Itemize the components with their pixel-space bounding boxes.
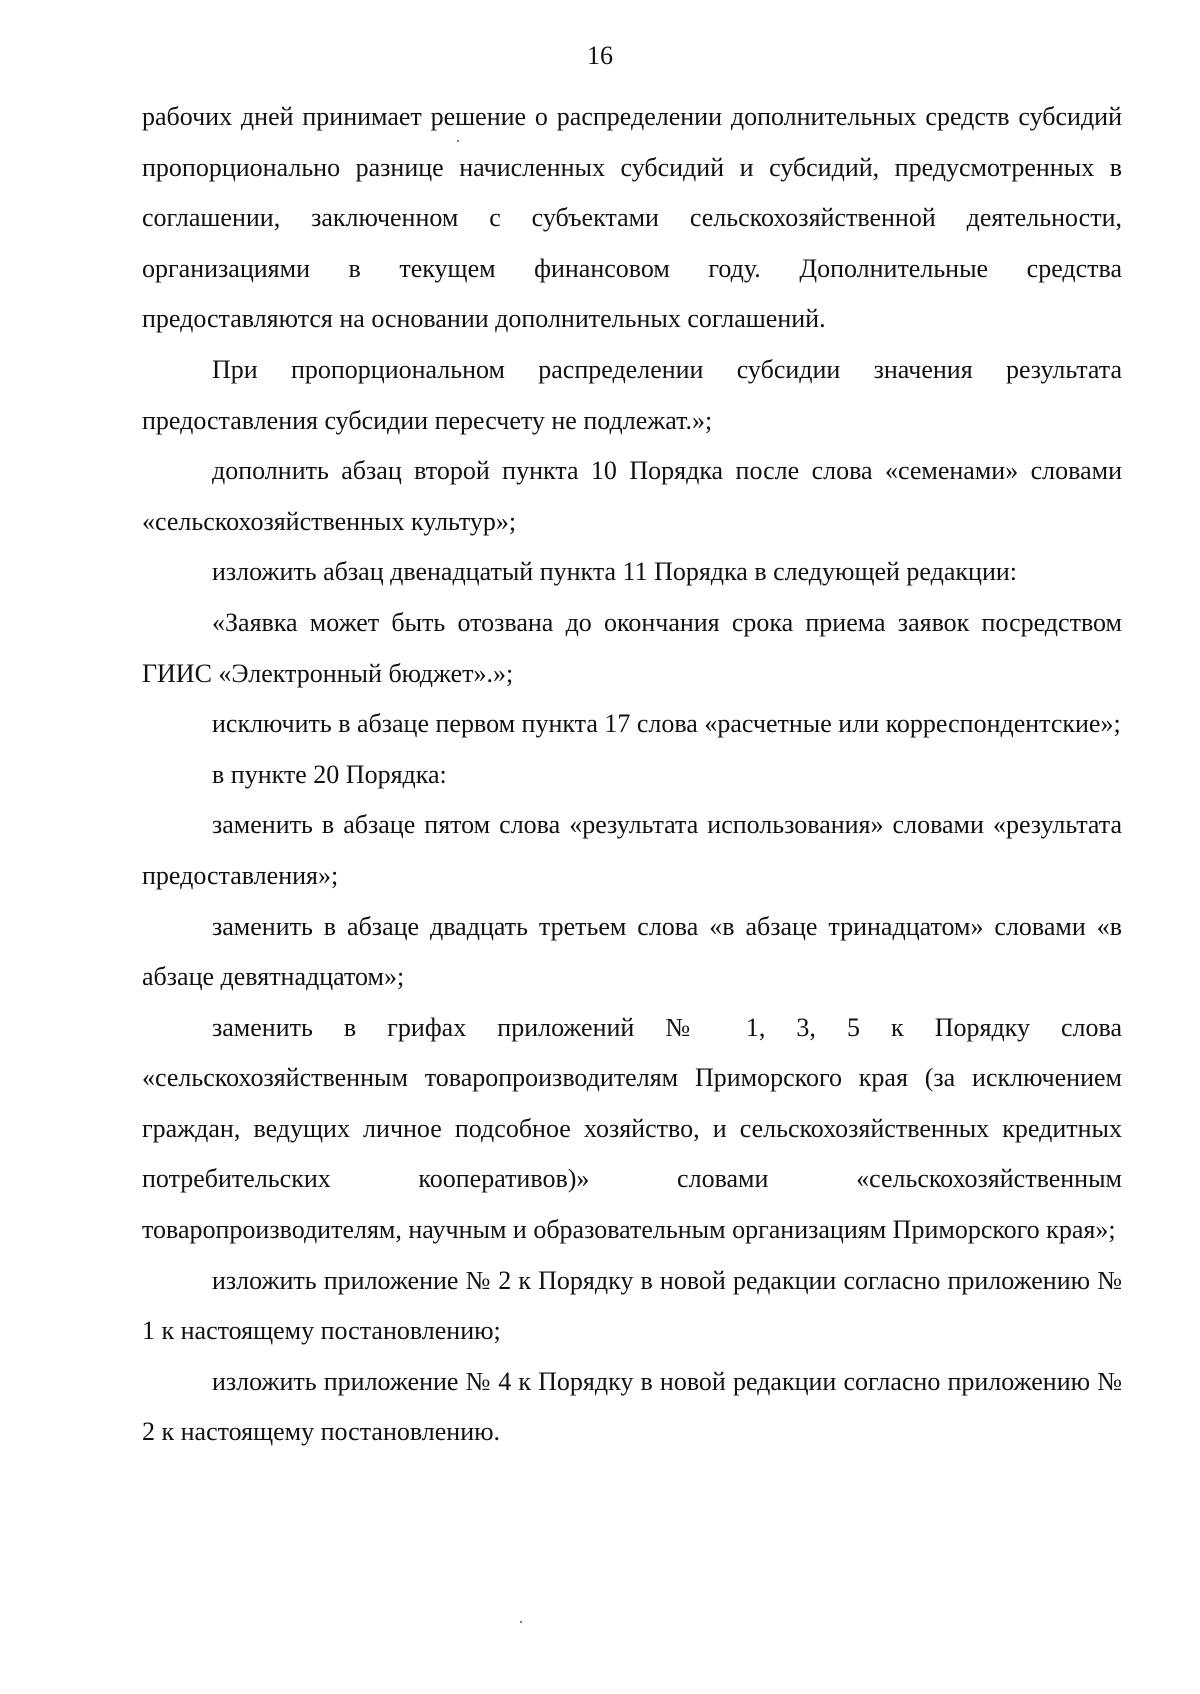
paragraph-3: дополнить абзац второй пункта 10 Порядка после слова «семенами» словами «сельскохозяйственных культур»; [142,456,1122,536]
page-number: 16 [587,41,613,70]
paragraph-10: заменить в грифах приложений № 1, 3, 5 к Порядку слова «сельскохозяйственным товаропроизводителям Приморского края (за исключением граждан, ведущих личное подсобное хозяйство, и сельскохозяйственных кредитных потребительских кооперативов)» словами «сельскохозяйственным товаропроизводителям, научным и образовательным организациям Приморского края»; [142,1012,1122,1245]
paragraph-7: в пункте 20 Порядка: [212,759,447,789]
paragraph-12: изложить приложение № 4 к Порядку в новой редакции согласно приложению № 2 к настоящему постановлению. [142,1366,1122,1447]
paragraph-8: заменить в абзаце пятом слова «результата использования» словами «результата предоставления»; [142,810,1122,890]
paragraph-9: заменить в абзаце двадцать третьем слова «в абзаце тринадцатом» словами «в абзаце девятнадцатом»; [142,911,1122,992]
paragraph-2: При пропорциональном распределении субсидии значения результата предоставления субсидии пересчету не подлежат.»; [142,354,1122,435]
paragraph-5: «Заявка может быть отозвана до окончания срока приема заявок посредством ГИИС «Электронный бюджет».»; [142,607,1122,688]
scan-speck [520,1621,522,1623]
scan-speck [457,140,459,142]
paragraph-1: рабочих дней принимает решение о распределении дополнительных средств субсидий пропорционально разнице начисленных субсидий и субсидий, предусмотренных в соглашении, заключенном с субъектами сельскохозяйственной деятельности, организациями в текущем финансовом году. Дополнительные средства предоставляются на основании дополнительных соглашений. [142,102,1122,334]
paragraph-11: изложить приложение № 2 к Порядку в новой редакции согласно приложению № 1 к настоящему постановлению; [142,1265,1122,1346]
paragraph-4: изложить абзац двенадцатый пункта 11 Порядка в следующей редакции: [212,557,1017,587]
paragraph-6: исключить в абзаце первом пункта 17 слова «расчетные или корреспондентские»; [212,709,1121,739]
document-body [142,92,1122,1458]
